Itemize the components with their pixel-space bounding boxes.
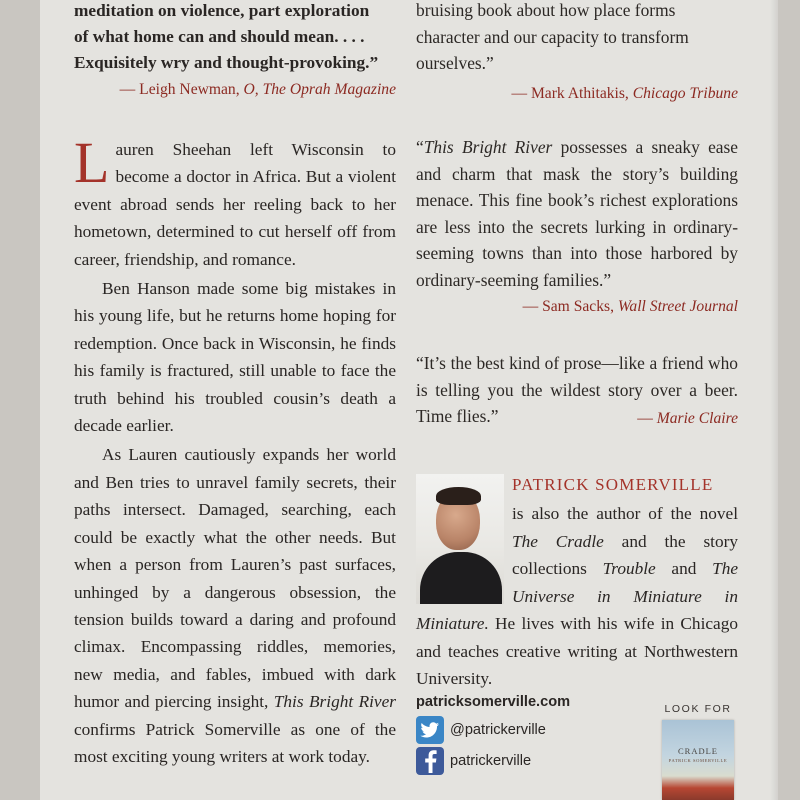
twitter-handle-row[interactable]	[416, 716, 546, 744]
blurb-newman-line3: Exquisitely wry and thought-provoking.”	[74, 53, 379, 72]
blurb-newman-line2: of what home can and should mean. . . .	[74, 27, 365, 46]
blurb-athitakis-attribution: — Mark Athitakis, Chicago Tribune	[511, 84, 738, 102]
synopsis	[74, 130, 397, 770]
blurb-sacks-attribution: — Sam Sacks, Wall Street Journal	[522, 298, 738, 315]
synopsis-paragraph-2: Ben Hanson made some big mistakes in his young life, but he returns home hoping for redemption. Once back in Wisconsin, he finds his family is fractured, still unable to face the truth behind his troubled cousin’s death a decade earlier.	[74, 279, 396, 436]
photo-wrap-spacer	[416, 500, 512, 608]
drop-cap: L	[74, 130, 110, 195]
book-back-cover	[40, 0, 778, 800]
blurb-athitakis-text: bruising book about how place forms character and our capacity to transform ourselves.”	[416, 0, 689, 73]
cradle-book-cover	[662, 720, 734, 800]
facebook-handle: patrickerville	[450, 753, 532, 769]
twitter-icon	[416, 716, 444, 744]
blurb-athitakis	[416, 0, 738, 105]
cover-author: PATRICK SOMERVILLE	[668, 758, 728, 763]
author-website-link[interactable]: patricksomerville.com	[416, 694, 571, 710]
blurb-marie-claire	[416, 350, 738, 430]
author-name: PATRICK SOMERVILLE	[512, 475, 714, 494]
facebook-icon	[416, 747, 444, 775]
cover-title: CRADLE	[678, 746, 718, 756]
synopsis-paragraph-1: Lauren Sheehan left Wisconsin to become a doctor in Africa. But a violent event abroad sends her reeling back to her hometown, determined to cut herself off from career, friendship, and romance.	[74, 130, 396, 269]
blurb-marie-claire-text: “It’s the best kind of prose—like a friend who is telling you the wildest story over a beer. Time flies.”	[416, 353, 738, 426]
blurb-marie-claire-attribution: — Marie Claire	[637, 409, 738, 427]
synopsis-paragraph-3: As Lauren cautiously expands her world and Ben tries to unravel family secrets, their paths intersect. Damaged, searching, each could be exactly what the other needs. But when a person from Lauren’s past surfaces, unhinged by a dangerous obsession, the tension builds toward a daring and profound climax. Encompassing riddles, memories, new media, and fables, imbued with dark humor and piercing insight, This Bright River confirms Patrick Somerville as one of the most exciting young writers at work today.	[74, 445, 397, 766]
look-for-label: LOOK FOR	[664, 703, 732, 715]
facebook-handle-row[interactable]	[416, 747, 531, 775]
blurb-sacks	[416, 134, 738, 318]
blurb-newman-attribution: — Leigh Newman, O, The Oprah Magazine	[119, 81, 396, 98]
blurb-newman	[74, 0, 396, 101]
blurb-sacks-text: “This Bright River possesses a sneaky ease and charm that mask the story’s building menace. This fine book’s richest explorations are less into the secrets lurking in ordinary-seeming towns than into those harbored by ordinary-seeming families.”	[416, 137, 738, 290]
twitter-handle: @patrickerville	[450, 722, 546, 738]
author-bio: is also the author of the novel The Cradle and the story collections Trouble and The Universe in Miniature in Miniature. He lives with his wife in Chicago and teaches creative writing at Northwestern University.	[416, 500, 738, 693]
blurb-newman-line1: meditation on violence, part exploration	[74, 1, 370, 20]
